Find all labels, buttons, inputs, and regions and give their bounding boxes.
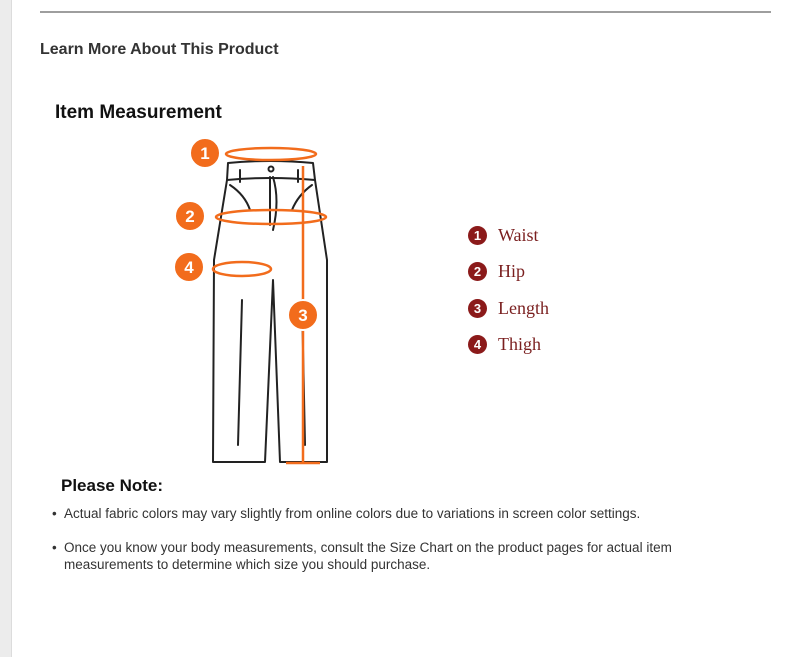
marker-2 [175, 201, 205, 231]
note-item [52, 539, 692, 573]
legend-item-thigh [468, 327, 668, 364]
note-item [52, 505, 692, 522]
section-divider [40, 11, 771, 13]
legend-item-waist [468, 217, 668, 254]
pants-diagram-icon [170, 130, 350, 470]
legend-item-hip [468, 254, 668, 291]
legend-number: 4 [468, 335, 487, 354]
left-edge-panel [0, 0, 12, 657]
svg-text:4: 4 [184, 258, 194, 277]
measurement-legend [468, 217, 668, 363]
svg-text:2: 2 [185, 207, 195, 226]
legend-label: Waist [498, 224, 539, 245]
legend-number: 3 [468, 299, 487, 318]
legend-label: Thigh [498, 334, 541, 355]
section-title: Learn More About This Product [40, 41, 279, 58]
svg-text:1: 1 [200, 144, 210, 163]
bullet-icon: • [52, 540, 57, 555]
svg-text:3: 3 [298, 306, 308, 325]
marker-4 [174, 252, 204, 282]
bullet-icon: • [52, 506, 57, 521]
note-list [52, 505, 692, 590]
legend-number: 1 [468, 226, 487, 245]
marker-3 [288, 300, 318, 330]
legend-label: Length [498, 297, 549, 318]
please-note-heading: Please Note: [61, 476, 164, 495]
legend-item-length [468, 290, 668, 327]
item-measurement-heading: Item Measurement [55, 102, 222, 123]
note-text: Once you know your body measurements, consult the Size Chart on the product pages for actual item measurements to determine which size you should purchase. [64, 540, 672, 572]
legend-number: 2 [468, 262, 487, 281]
note-text: Actual fabric colors may vary slightly from online colors due to variations in screen color settings. [64, 506, 641, 521]
legend-label: Hip [498, 261, 525, 282]
marker-1 [190, 138, 220, 168]
